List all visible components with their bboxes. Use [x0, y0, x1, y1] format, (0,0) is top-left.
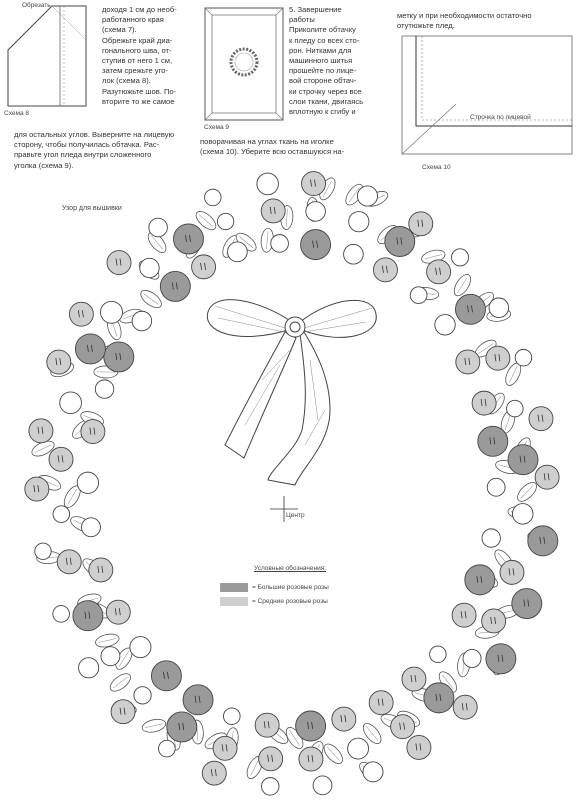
text-line: Разутюжьте шов. По- — [102, 86, 177, 96]
rosebud — [82, 518, 101, 537]
rosebud — [53, 506, 70, 523]
medium-pink-rose — [69, 302, 93, 326]
medium-pink-rose — [391, 715, 415, 739]
medium-pink-rose — [213, 736, 237, 760]
rosebud — [435, 315, 455, 335]
text-line: доходя 1 см до необ- — [102, 5, 177, 14]
rosebud — [95, 380, 113, 398]
rosebud — [159, 740, 176, 757]
medium-pink-rose — [192, 255, 216, 279]
medium-pink-rose — [535, 465, 559, 489]
medium-pink-rose — [255, 713, 279, 737]
schema-10-stitch-label: Строчка по лицевой — [470, 114, 531, 121]
large-pink-rose — [455, 294, 485, 324]
rosebud — [489, 298, 509, 318]
text-line: поворачивая на углах ткань на иголке — [200, 137, 334, 146]
legend-label-medium: = Средние розовые розы — [252, 598, 328, 605]
large-pink-rose — [73, 601, 103, 631]
text-line: правьте угол пледа внутри сложенного — [14, 150, 152, 160]
text-line: рон. Нитками для — [289, 45, 352, 55]
rosebud — [53, 606, 70, 623]
text-line: Обрежьте край диа- — [102, 35, 173, 45]
medium-pink-rose — [500, 560, 524, 584]
text-line: слои ткани, двигаясь — [289, 96, 364, 106]
text-line: (схема 10). Уберите всю оставшуюся на- — [200, 147, 345, 157]
medium-pink-rose — [25, 477, 49, 501]
text-line: гонального шва, от- — [102, 45, 172, 55]
pattern-title: Узор для вышивки — [62, 205, 122, 212]
legend-label-large: = Большие розовые розы — [252, 584, 329, 591]
rosebud — [79, 658, 99, 678]
large-pink-rose — [104, 342, 134, 372]
medium-pink-rose — [402, 667, 426, 691]
medium-pink-rose — [106, 600, 130, 624]
rosebud — [257, 173, 279, 195]
large-pink-rose — [486, 644, 516, 674]
rosebud — [313, 776, 332, 795]
rosebud — [452, 249, 469, 266]
medium-pink-rose — [29, 419, 53, 443]
large-pink-rose — [151, 661, 181, 691]
legend-swatch-medium — [220, 597, 248, 606]
rosebud — [149, 218, 168, 237]
large-pink-rose — [75, 334, 105, 364]
text-line: (схема 7). — [102, 25, 137, 35]
ribbon-bow-illustration — [207, 300, 376, 485]
text-line: лок (схема 8). — [102, 76, 151, 86]
text-line: метку и при необходимости остаточно — [397, 11, 532, 20]
rosebud — [306, 202, 326, 222]
medium-pink-rose — [47, 350, 71, 374]
rosebud — [134, 687, 151, 704]
schema-10-caption: Схема 10 — [422, 164, 451, 171]
rosebud — [77, 472, 98, 493]
center-label: Центр — [286, 512, 305, 519]
large-pink-rose — [183, 685, 213, 715]
section-heading: 5. Завершение работы — [289, 5, 342, 25]
rosebud — [140, 258, 159, 277]
text-line: для остальных углов. Выверните на лицевую — [14, 130, 175, 139]
medium-pink-rose — [453, 695, 477, 719]
text-line: работанного края — [102, 15, 164, 25]
large-pink-rose — [465, 565, 495, 595]
rosebud — [271, 235, 289, 253]
rosebud — [430, 646, 447, 663]
medium-pink-rose — [261, 199, 285, 223]
large-pink-rose — [528, 526, 558, 556]
large-pink-rose — [160, 271, 190, 301]
rosebud — [348, 738, 369, 759]
medium-pink-rose — [482, 609, 506, 633]
rosebud — [228, 242, 248, 262]
rosebud — [363, 762, 383, 782]
medium-pink-rose — [202, 761, 226, 785]
large-pink-rose — [173, 224, 203, 254]
rosebud — [482, 529, 500, 547]
medium-pink-rose — [299, 747, 323, 771]
medium-pink-rose — [49, 447, 73, 471]
rosebud — [223, 708, 240, 725]
large-pink-rose — [296, 711, 326, 741]
rosebud — [357, 186, 377, 206]
schema-8-caption: Схема 8 — [4, 110, 29, 117]
medium-pink-rose — [111, 700, 135, 724]
large-pink-rose — [478, 426, 508, 456]
medium-pink-rose — [529, 407, 553, 431]
medium-pink-rose — [89, 558, 113, 582]
medium-pink-rose — [332, 707, 356, 731]
medium-pink-rose — [302, 172, 326, 196]
rosebud — [515, 349, 532, 366]
text-line: затем срежьте уго- — [102, 66, 168, 76]
text-line: прошейте по лице- — [289, 66, 356, 76]
large-pink-rose — [385, 226, 415, 256]
medium-pink-rose — [472, 391, 496, 415]
large-pink-rose — [512, 589, 542, 619]
large-pink-rose — [424, 683, 454, 713]
rosebud — [487, 478, 505, 496]
rosebud — [507, 400, 524, 417]
text-line: вой стороне обтач- — [289, 76, 357, 86]
medium-pink-rose — [486, 346, 510, 370]
medium-pink-rose — [57, 550, 81, 574]
text-line: ки строчку через все — [289, 86, 362, 96]
rosebud — [512, 504, 533, 525]
rosebud — [35, 543, 51, 559]
schema-8-cut-label: Обрезать — [22, 2, 51, 9]
large-pink-rose — [508, 445, 538, 475]
rosebud — [205, 189, 222, 206]
text-line: машинного шитья — [289, 56, 353, 66]
schema-9-caption: Схема 9 — [204, 124, 229, 131]
rosebud — [261, 778, 279, 796]
text-line: ступив от него 1 см, — [102, 56, 173, 66]
medium-pink-rose — [409, 212, 433, 236]
medium-pink-rose — [407, 735, 431, 759]
medium-pink-rose — [107, 251, 131, 275]
text-line: вплотную к сгибу и — [289, 107, 356, 117]
text-line: вторите то же самое — [102, 96, 175, 106]
large-pink-rose — [301, 230, 331, 260]
legend-title: Условные обозначения: — [254, 565, 327, 572]
rosebud — [132, 311, 152, 331]
rosebud — [410, 287, 427, 304]
rosebud — [349, 212, 369, 232]
text-line: к пледу со всех сто- — [289, 35, 360, 45]
rosebud — [100, 301, 122, 323]
rosebud — [130, 637, 151, 658]
text-line: Приколите обтачку — [289, 25, 356, 35]
rosebud — [60, 392, 82, 414]
large-pink-rose — [167, 712, 197, 742]
medium-pink-rose — [456, 350, 480, 374]
text-line: уголка (схема 9). — [14, 160, 74, 170]
text-line: сторону, чтобы получилась обтачка. Рас- — [14, 140, 160, 150]
medium-pink-rose — [369, 691, 393, 715]
medium-pink-rose — [452, 603, 476, 627]
medium-pink-rose — [373, 258, 397, 282]
rosebud — [101, 647, 120, 666]
legend — [214, 565, 354, 615]
rosebud — [217, 213, 233, 229]
rosebud — [344, 244, 364, 264]
text-line: отутюжьте плед. — [397, 21, 455, 31]
medium-pink-rose — [427, 260, 451, 284]
rosebud — [463, 649, 481, 667]
medium-pink-rose — [81, 420, 105, 444]
medium-pink-rose — [259, 747, 283, 771]
legend-swatch-large — [220, 583, 248, 592]
